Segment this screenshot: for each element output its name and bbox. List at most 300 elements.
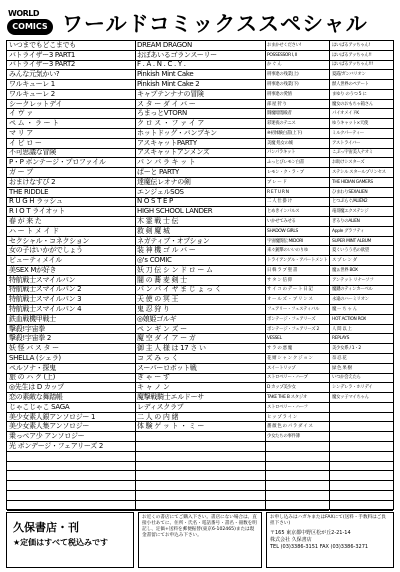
book-title: 達魔伝レオナの剣 (137, 177, 191, 186)
book-title: ◎娘姫ゴルギ (137, 314, 177, 323)
catalog-row (7, 413, 135, 423)
book-title: ふっとびレモン白書 (267, 160, 304, 166)
catalog-row (265, 276, 329, 286)
catalog-row (7, 374, 135, 384)
book-title: キ ャ ノ ン (137, 383, 170, 392)
catalog-row (265, 286, 329, 296)
catalog-row (135, 491, 265, 501)
catalog-row (330, 452, 393, 462)
address-line: 株式会社 久保書店 (270, 537, 312, 543)
catalog-row (330, 276, 393, 286)
catalog-row (7, 237, 135, 247)
book-title: ゆうキャット×天使 (332, 121, 369, 127)
catalog-row (7, 354, 135, 364)
book-title: マ リ ア (9, 129, 33, 137)
catalog-row (135, 198, 265, 208)
catalog-row (265, 129, 329, 139)
book-title: ストロベリー・ハーブ (267, 375, 308, 381)
book-title: N O S T E P (137, 197, 173, 206)
book-title: ボンテージ・フェアリーズ 2 (267, 326, 319, 332)
book-title: 魔 空 ダ イ ア ー ガ (137, 334, 196, 343)
book-title: ステシル スタールプリンセス (332, 170, 386, 176)
catalog-row (135, 61, 265, 71)
catalog-row (135, 109, 265, 119)
book-title: はいぱるアッちゃん!! (332, 52, 372, 58)
catalog-row (7, 403, 135, 413)
book-title: サ タ ン 信 仰 (267, 277, 292, 283)
book-title: まゆり のうつ 5 に (332, 91, 367, 97)
book-title: 人 間 以 上 (332, 326, 352, 332)
catalog-row (265, 41, 329, 51)
book-title: 光 ボンデージ・フェアリーズ 2 (9, 442, 103, 450)
book-title: ワルキューレ 1 (9, 80, 55, 89)
catalog-row (135, 51, 265, 61)
catalog-row (330, 393, 393, 403)
catalog-row (265, 80, 329, 90)
book-title: 美魔 処女の城 (267, 140, 293, 146)
book-title: こぶっ宇宙美人ナオミ (332, 150, 373, 156)
book-title: シンデレラ・ホリデイ (332, 385, 373, 391)
book-title: Pinkish Mint Cake 2 (137, 80, 200, 89)
catalog-row (135, 422, 265, 432)
catalog-row (265, 158, 329, 168)
book-title: アンテット リナーソフ (332, 277, 374, 283)
book-title: 美少女素人集アンソロジー (9, 422, 90, 431)
catalog-row (265, 413, 329, 423)
catalog-row (135, 344, 265, 354)
catalog-subcolumn-2 (330, 41, 393, 509)
book-title: 春 が 来 た (9, 217, 42, 225)
catalog-row (135, 325, 265, 335)
book-title: ぎ ゃ ー ず (137, 373, 170, 382)
book-title: アスキャットアンメンズ (137, 148, 210, 157)
logo-badge: COMICS (7, 19, 53, 35)
book-title: HIGH SCHOOL LANDER (137, 207, 213, 216)
book-title: ヒ ッ プ ラ イ ン (267, 414, 298, 420)
catalog-row (7, 334, 135, 344)
catalog-row (330, 462, 393, 472)
catalog-row (135, 168, 265, 178)
catalog-row (330, 413, 393, 423)
catalog-row (330, 442, 393, 452)
book-title: か ぐ ん (267, 62, 282, 68)
book-title: ボンテージ・フェアリーズ (267, 316, 316, 322)
catalog-row (330, 139, 393, 149)
catalog-row (7, 119, 135, 129)
book-title: セクシャル・コネクション (9, 236, 90, 245)
book-title: はいぱるアッちゃん!!! (332, 62, 373, 68)
book-title: バトライザー3 PART1 (9, 50, 76, 59)
book-title: D カップ美少女 (267, 385, 296, 391)
book-title: フェアリー・フェスティバル (267, 306, 320, 312)
book-title: 乗っぺア少 アンソロジー (9, 432, 85, 441)
book-title: レモン・ク・ラ・ブ (267, 170, 304, 176)
book-title: SUPER MINT ALBUM (332, 238, 371, 244)
book-title: 女の子はいかがでしょう (9, 246, 83, 255)
book-title: 美少女系 / 1・2 (332, 346, 361, 352)
book-title: イ ヴ ァ (9, 109, 33, 118)
book-title: ひまわりSEXALIEN (332, 189, 368, 195)
catalog-row (265, 109, 329, 119)
book-title: 二 人 仕 掛 け (267, 199, 292, 205)
catalog-row (7, 383, 135, 393)
catalog-row (265, 237, 329, 247)
catalog-row (330, 90, 393, 100)
publisher-address (266, 512, 394, 568)
catalog-row (7, 491, 135, 501)
catalog-row (135, 383, 265, 393)
book-title: とめきインパルス (267, 209, 300, 215)
catalog-row (330, 305, 393, 315)
catalog-row (265, 393, 329, 403)
catalog-row (7, 501, 135, 511)
book-title: ス プ レ ン ダ (332, 258, 357, 264)
catalog-row (265, 168, 329, 178)
book-title: 美SEX Mが好き (9, 265, 57, 274)
book-title: スーパーロボット戦 (137, 363, 197, 372)
catalog-row (265, 119, 329, 129)
catalog-row (7, 393, 135, 403)
page-header (6, 8, 394, 38)
book-title: 美少女素人銀アンソロジー 1 (9, 412, 96, 421)
catalog-row (7, 227, 135, 237)
catalog-row (330, 41, 393, 51)
book-title: キャプテンナナの冒険 (137, 89, 204, 98)
book-title: おぼあいるゴランスーリー (137, 50, 217, 59)
book-title: 竜哥魔エクステンジ (332, 209, 369, 215)
book-title: 日 韓 ラ ブ 聖 書 (267, 267, 298, 273)
catalog-row (265, 227, 329, 237)
catalog-row (7, 471, 135, 481)
catalog-row (7, 188, 135, 198)
catalog-row (7, 158, 135, 168)
book-title: おまけなすび 2 (9, 177, 56, 186)
catalog-row (7, 139, 135, 149)
book-title: ペ ン ギ ン ズ ー (137, 324, 187, 333)
book-title: 特航戦士スマイルパン (9, 275, 76, 284)
book-title: 不可思議な冒険 (9, 148, 56, 157)
book-title: ミルクパーティー (332, 130, 365, 136)
catalog-row (7, 149, 135, 159)
book-title: パイオメイドK (332, 111, 359, 117)
book-title: 鬼 忍 狩 り (137, 305, 170, 313)
book-title: ◎'s COMIC (137, 256, 172, 265)
book-title: 闘魔暗闇殿者 (267, 111, 292, 117)
catalog-row (135, 119, 265, 129)
catalog-row (265, 198, 329, 208)
catalog-row (135, 158, 265, 168)
catalog-row (7, 256, 135, 266)
book-title: 特航戦士スマイルパン 4 (9, 305, 82, 313)
catalog-row (7, 129, 135, 139)
catalog-row (330, 119, 393, 129)
book-title: 部 屋 狩 り (267, 101, 287, 107)
address-note: お申し込みはハガキまたはFAXにて(送料・手数料はご負担下さい) (270, 515, 386, 526)
book-title: パ ン パ ラ キ ッ ト (137, 158, 196, 167)
book-title: 二 人 の 内 緒 (137, 412, 179, 421)
catalog-row (7, 246, 135, 256)
catalog-row (135, 413, 265, 423)
catalog-column-3 (265, 41, 393, 509)
book-title: DREAM DRAGON (137, 41, 192, 49)
catalog-row (7, 364, 135, 374)
series-title: ワールドコミックススペシャル (62, 12, 368, 36)
catalog-row (265, 188, 329, 198)
book-title: R I O T ライオット (9, 207, 66, 216)
catalog-row (330, 168, 393, 178)
catalog-row (265, 305, 329, 315)
catalog-row (135, 139, 265, 149)
book-title: お助けシスターズ (332, 160, 365, 166)
publisher-box (6, 512, 134, 568)
book-title: HOT ACTION ROX (332, 316, 366, 322)
catalog-row (135, 471, 265, 481)
book-title: 妖 刀 伝 シ ン ド ロ ー ム (137, 265, 213, 274)
catalog-row (265, 354, 329, 364)
catalog-row (7, 178, 135, 188)
catalog-row (330, 100, 393, 110)
catalog-row (330, 129, 393, 139)
book-title: 夏くいうう名の欲望 (332, 248, 369, 254)
book-title: 天 使 の 冥 王 (137, 295, 179, 304)
catalog-row (265, 256, 329, 266)
catalog-row (330, 325, 393, 335)
catalog-row (265, 295, 329, 305)
book-title: 来々銃撃のいいのりゆ (267, 248, 308, 254)
catalog-row (135, 256, 265, 266)
catalog-row (7, 207, 135, 217)
book-title: パ ン パ イ ヤ ま じ ょ っ く (137, 285, 222, 294)
book-title: 旅 の ハ ク (上) (9, 373, 56, 382)
book-title: ペ ム ・ ラ ー ト (9, 119, 59, 128)
book-title: 闇 の 蕎 麦 剣 士 (137, 275, 187, 284)
catalog-row (265, 364, 329, 374)
book-title: おまかせください! (267, 42, 302, 48)
catalog-row (135, 403, 265, 413)
catalog-row (135, 237, 265, 247)
catalog-column-2 (135, 41, 266, 509)
catalog-row (330, 109, 393, 119)
book-title: ろまっとVTORN (137, 109, 187, 118)
catalog-row (330, 286, 393, 296)
book-title: F . A . N . C . Y . (137, 60, 186, 69)
catalog-row (7, 295, 135, 305)
catalog-row (265, 374, 329, 384)
catalog-row (265, 403, 329, 413)
book-title: アスキャットPARTY (137, 138, 197, 147)
catalog-row (265, 325, 329, 335)
catalog-row (330, 383, 393, 393)
book-title: スイートリップ (267, 365, 296, 371)
catalog-row (330, 491, 393, 501)
catalog-row (265, 139, 329, 149)
catalog-row (135, 149, 265, 159)
catalog-row (7, 41, 135, 51)
book-title: 刑事達の残業(上) (267, 72, 299, 78)
order-text: お近くの書店にてご購入下さい。書店にない場合は、直接小社あてに、住所・氏名・電話番号・書名・冊数を明記し、定価+送料を郵便振替(東京6-102465)または現金書留にてお申込み下さい。 (142, 515, 257, 538)
catalog-row (135, 188, 265, 198)
catalog-row (7, 80, 135, 90)
catalog-row (265, 51, 329, 61)
catalog-row (7, 51, 135, 61)
book-title: ぎるりのALIEN (332, 218, 360, 224)
catalog-row (265, 100, 329, 110)
book-title: ※初体験白書(上下) (267, 130, 302, 136)
catalog-row (135, 70, 265, 80)
catalog-row (7, 286, 135, 296)
book-title: THE HIDIAN GAMERS (332, 179, 373, 185)
book-title: 体 験 ゲ ッ ト ・ ミ ー (137, 422, 205, 431)
book-title: 魔撃戦騎士エルドーサ (137, 393, 204, 402)
book-title: バトライザー3 PART2 (9, 60, 76, 69)
catalog-row (265, 481, 329, 491)
catalog-row (135, 452, 265, 462)
book-title: レディスクラブ (137, 402, 184, 411)
book-title: とつぷらぐ/ALIEN2 (332, 199, 368, 205)
catalog-row (7, 90, 135, 100)
book-title: Apple グラフティ (332, 228, 365, 234)
catalog-row (265, 149, 329, 159)
world-comics-logo (6, 8, 58, 38)
catalog-row (135, 178, 265, 188)
catalog-column-1 (7, 41, 136, 509)
book-title: R E T U R N (267, 189, 289, 195)
catalog-row (7, 481, 135, 491)
book-title: 装 神 機 ゴ ル バ ー (137, 246, 196, 255)
book-title: ネガティブ・オプション (137, 236, 210, 245)
catalog-row (330, 481, 393, 491)
book-title: ス タ ー ダ イ バ ー (137, 99, 196, 108)
catalog-row (265, 334, 329, 344)
book-title: じゃこじゃこ SAGA (9, 402, 70, 411)
address-line: 〒165 東京都中野区松が丘2-21-14 (270, 530, 351, 536)
catalog-row (330, 334, 393, 344)
book-title: POSSESSOR I, II (267, 52, 298, 58)
catalog-row (7, 217, 135, 227)
catalog-row (265, 266, 329, 276)
book-title: いつか会えたら (332, 375, 361, 381)
catalog-row (265, 61, 329, 71)
publisher-name: 久保書店・刊 (13, 521, 79, 534)
catalog-row (7, 462, 135, 472)
book-title: SHELLA (シェラ) (9, 354, 61, 362)
catalog-row (135, 393, 265, 403)
catalog-row (265, 178, 329, 188)
catalog-row (330, 198, 393, 208)
book-title: 恋の素敵な舞踏帳 (9, 393, 63, 402)
catalog-row (330, 344, 393, 354)
book-title: いかせてみせる (267, 218, 296, 224)
catalog-row (330, 246, 393, 256)
book-title: ビューティメイル (9, 256, 62, 265)
catalog-row (135, 90, 265, 100)
catalog-row (265, 422, 329, 432)
catalog-row (330, 374, 393, 384)
catalog-row (7, 109, 135, 119)
catalog-row (135, 334, 265, 344)
catalog-row (135, 442, 265, 452)
book-title: ワルキューレ 2 (9, 89, 55, 98)
catalog-row (135, 266, 265, 276)
catalog-subcolumn-1 (265, 41, 330, 509)
logo-top-text: WORLD (8, 9, 40, 18)
catalog-row (265, 501, 329, 511)
book-title: 刑事達の愛情 (267, 91, 292, 97)
catalog-row (265, 471, 329, 481)
catalog-row (135, 305, 265, 315)
book-title: はいぱるアッちゃん! (332, 42, 370, 48)
catalog-row (135, 286, 265, 296)
book-title: 緑 色 果 樹 (332, 365, 352, 371)
catalog-row (330, 217, 393, 227)
book-title: 魔 ー ち ゃ ん (332, 306, 357, 312)
book-title: ブ レ ー ド (267, 179, 287, 185)
book-title: いつまでもどこまでも (9, 41, 76, 49)
book-title: 御 主 人 様 は 17 さ い (137, 344, 206, 353)
catalog-row (330, 354, 393, 364)
catalog-row (265, 90, 329, 100)
catalog-row (135, 462, 265, 472)
catalog-row (265, 462, 329, 472)
catalog-row (330, 80, 393, 90)
catalog-row (330, 471, 393, 481)
catalog-row (265, 344, 329, 354)
catalog-row (7, 315, 135, 325)
page-footer (6, 512, 394, 568)
catalog-row (135, 246, 265, 256)
catalog-row (265, 315, 329, 325)
catalog-row (265, 70, 329, 80)
catalog-row (330, 178, 393, 188)
book-title: 薔 薇 色 の パ ラ ダ イ ス (267, 424, 313, 430)
book-title: 花 婿 シ ャ ン ク ジ ョ ン (267, 355, 313, 361)
book-title: アストライバー (332, 140, 361, 146)
catalog-row (265, 491, 329, 501)
catalog-row (135, 432, 265, 442)
book-title: 獣人世界のペアート (332, 82, 369, 88)
catalog-row (330, 403, 393, 413)
catalog-row (330, 61, 393, 71)
book-title: ハ ー ト メ イ ド (9, 226, 59, 235)
book-title: Pinkish Mint Cake (137, 70, 194, 79)
catalog-row (135, 481, 265, 491)
catalog-row (265, 432, 329, 442)
catalog-row (265, 207, 329, 217)
catalog-row (330, 422, 393, 432)
book-title: パンパラキット (267, 150, 296, 156)
catalog-row (330, 237, 393, 247)
catalog-row (7, 276, 135, 286)
catalog-row (135, 295, 265, 305)
catalog-row (135, 41, 265, 51)
catalog-row (7, 442, 135, 452)
catalog-row (135, 315, 265, 325)
catalog-row (7, 422, 135, 432)
catalog-row (330, 256, 393, 266)
book-title: ガ ー ブ (9, 168, 33, 177)
catalog-row (7, 198, 135, 208)
book-title: TAKE THE B スタジオ (267, 395, 308, 401)
catalog-row (330, 51, 393, 61)
book-title: 特航戦士スマイルパン 2 (9, 285, 82, 294)
catalog-row (135, 129, 265, 139)
book-title: サ イ コ の デ ー ト 日 記 (267, 287, 313, 293)
book-title: 永遠のハーミリオン (332, 297, 369, 303)
book-title: ストロベリー・ハーフ (267, 404, 308, 410)
catalog-row (265, 246, 329, 256)
book-title: 妖 怪 バ ス タ ー (9, 344, 59, 353)
catalog-row (135, 227, 265, 237)
